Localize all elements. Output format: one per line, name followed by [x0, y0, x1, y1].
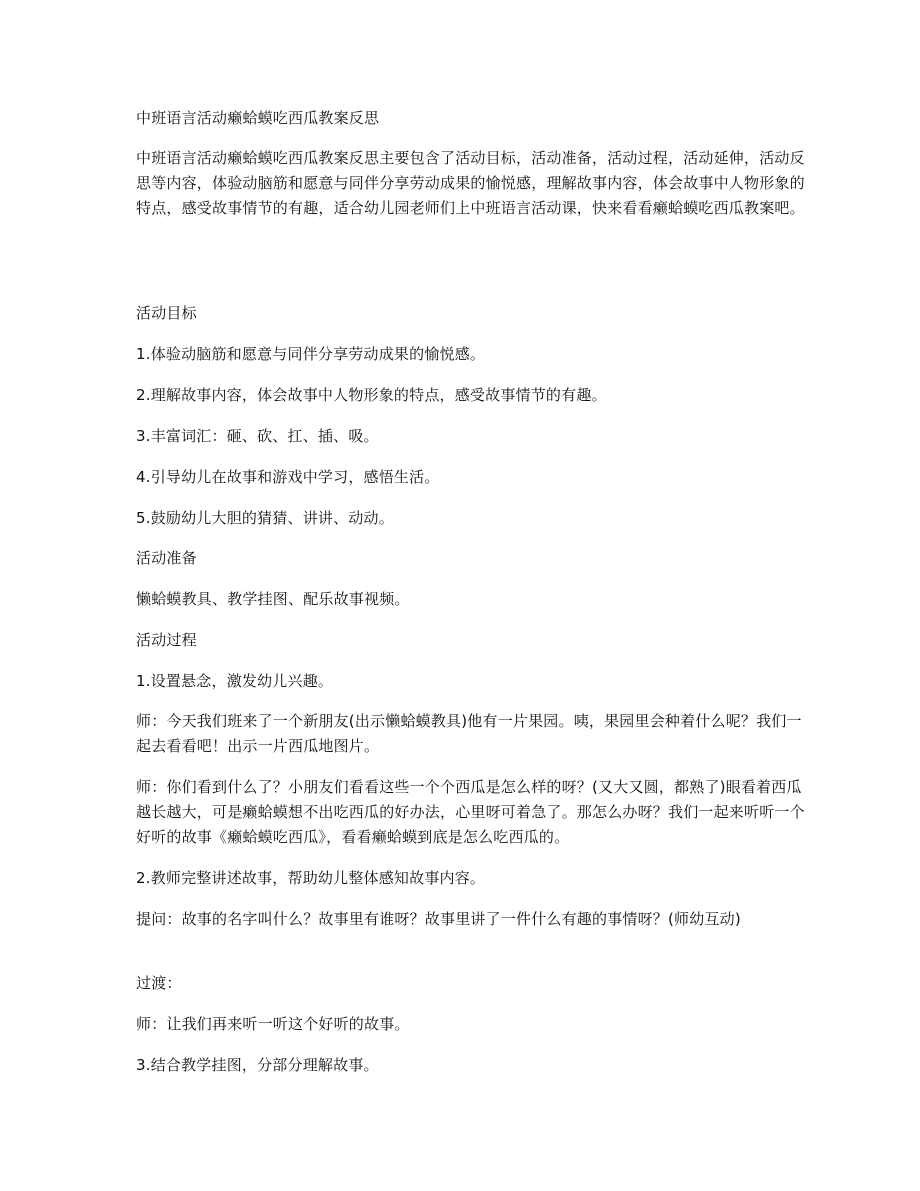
process-paragraph: 2.教师完整讲述故事，帮助幼儿整体感知故事内容。: [136, 869, 486, 887]
goal-item: 2.理解故事内容，体会故事中人物形象的特点，感受故事情节的有趣。: [136, 386, 607, 404]
process-paragraph: 师：今天我们班来了一个新朋友(出示懒蛤蟆教具)他有一片果园。咦，果园里会种着什么呢？我们一起去看看吧！出示一片西瓜地图片。: [136, 712, 802, 755]
goal-item: 4.引导幼儿在故事和游戏中学习，感悟生活。: [136, 468, 440, 486]
process-paragraph: 3.结合教学挂图，分部分理解故事。: [136, 1056, 379, 1074]
goal-item: 1.体验动脑筋和愿意与同伴分享劳动成果的愉悦感。: [136, 345, 486, 363]
process-paragraph: 1.设置悬念，激发幼儿兴趣。: [136, 672, 334, 690]
process-paragraph: 师：你们看到什么了？小朋友们看看这些一个个西瓜是怎么样的呀？(又大又圆，都熟了)眼看着西瓜越长越大，可是癞蛤蟆想不出吃西瓜的好办法，心里呀可着急了。那怎么办呀？我们一起来听听一个好听的故事《癞蛤蟆吃西瓜》，看看癞蛤蟆到底是怎么吃西瓜的。: [136, 778, 805, 846]
document-title: 中班语言活动癞蛤蟆吃西瓜教案反思: [136, 109, 380, 127]
process-paragraph: 师：让我们再来听一听这个好听的故事。: [136, 1015, 410, 1033]
process-paragraph: 过渡：: [136, 974, 182, 992]
section-heading-goals: 活动目标: [136, 304, 197, 322]
section-heading-process: 活动过程: [136, 631, 197, 649]
section-heading-preparation: 活动准备: [136, 549, 197, 567]
preparation-text: 懒蛤蟆教具、教学挂图、配乐故事视频。: [136, 590, 410, 608]
process-paragraph: 提问：故事的名字叫什么？故事里有谁呀？故事里讲了一件什么有趣的事情呀？(师幼互动): [136, 910, 741, 928]
goal-item: 3.丰富词汇：砸、砍、扛、插、吸。: [136, 427, 379, 445]
intro-paragraph: 中班语言活动癞蛤蟆吃西瓜教案反思主要包含了活动目标，活动准备，活动过程，活动延伸，活动反思等内容，体验动脑筋和愿意与同伴分享劳动成果的愉悦感，理解故事内容，体会故事中人物形象的特点，感受故事情节的有趣，适合幼儿园老师们上中班语言活动课，快来看看癞蛤蟆吃西瓜教案吧。: [136, 149, 805, 217]
goal-item: 5.鼓励幼儿大胆的猜猜、讲讲、动动。: [136, 509, 394, 527]
